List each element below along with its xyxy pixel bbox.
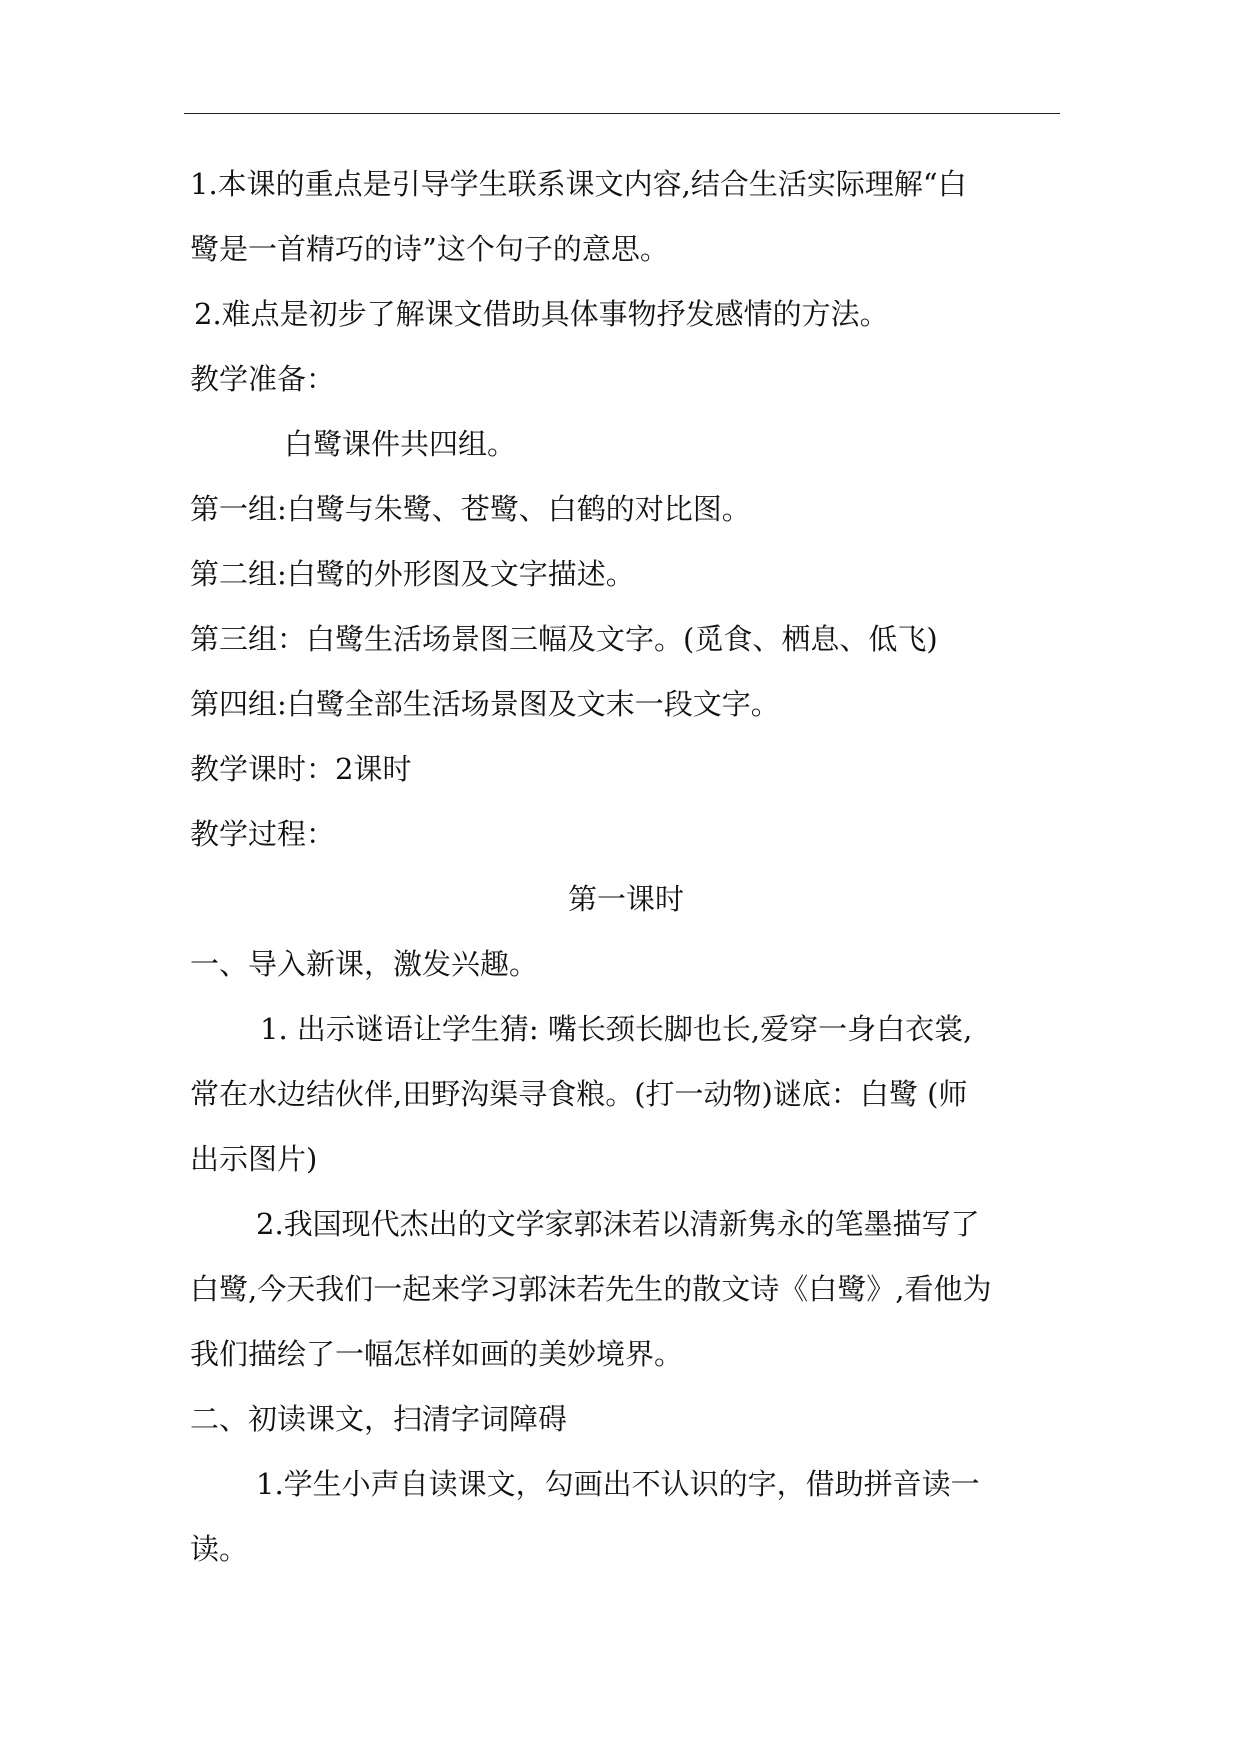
item-2-1-line-1: 1.学生小声自读课文，勾画出不认识的字，借助拼音读一 <box>256 1467 980 1501</box>
group-1: 第一组:白鹭与朱鹭、苍鹭、白鹤的对比图。 <box>190 492 751 526</box>
document-body <box>190 152 1062 1582</box>
group-2: 第二组:白鹭的外形图及文字描述。 <box>190 557 635 591</box>
section-2-heading: 二、初读课文，扫清字词障碍 <box>190 1402 568 1436</box>
class-hours: 教学课时：2课时 <box>190 752 412 786</box>
item-1-1-line-1: 1. 出示谜语让学生猜: 嘴长颈长脚也长,爱穿一身白衣裳, <box>260 1012 973 1046</box>
item-1-2-line-1: 2.我国现代杰出的文学家郭沫若以清新隽永的笔墨描写了 <box>256 1207 980 1241</box>
item-2-1-line-2: 读。 <box>190 1532 249 1566</box>
item-1-1-line-2: 常在水边结伙伴,田野沟渠寻食粮。(打一动物)谜底：白鹭 (师 <box>190 1077 968 1111</box>
section-1-heading: 一、导入新课，激发兴趣。 <box>190 947 539 981</box>
prep-intro: 白鹭课件共四组。 <box>284 427 517 461</box>
header-rule <box>184 113 1060 114</box>
item-1-1-line-3: 出示图片) <box>190 1142 318 1176</box>
prep-heading: 教学准备： <box>190 362 336 396</box>
key-point-2: 2.难点是初步了解课文借助具体事物抒发感情的方法。 <box>194 297 889 331</box>
process-heading: 教学过程： <box>190 817 336 851</box>
lesson-title: 第一课时 <box>567 882 684 916</box>
group-4: 第四组:白鹭全部生活场景图及文末一段文字。 <box>190 687 780 721</box>
item-1-2-line-2: 白鹭,今天我们一起来学习郭沫若先生的散文诗《白鹭》,看他为 <box>190 1272 992 1306</box>
key-point-1-line-2: 鹭是一首精巧的诗”这个句子的意思。 <box>190 232 669 266</box>
group-3: 第三组：白鹭生活场景图三幅及文字。(觅食、栖息、低飞) <box>190 622 938 656</box>
key-point-1-line-1: 1.本课的重点是引导学生联系课文内容,结合生活实际理解“白 <box>190 167 967 201</box>
item-1-2-line-3: 我们描绘了一幅怎样如画的美妙境界。 <box>190 1337 684 1371</box>
